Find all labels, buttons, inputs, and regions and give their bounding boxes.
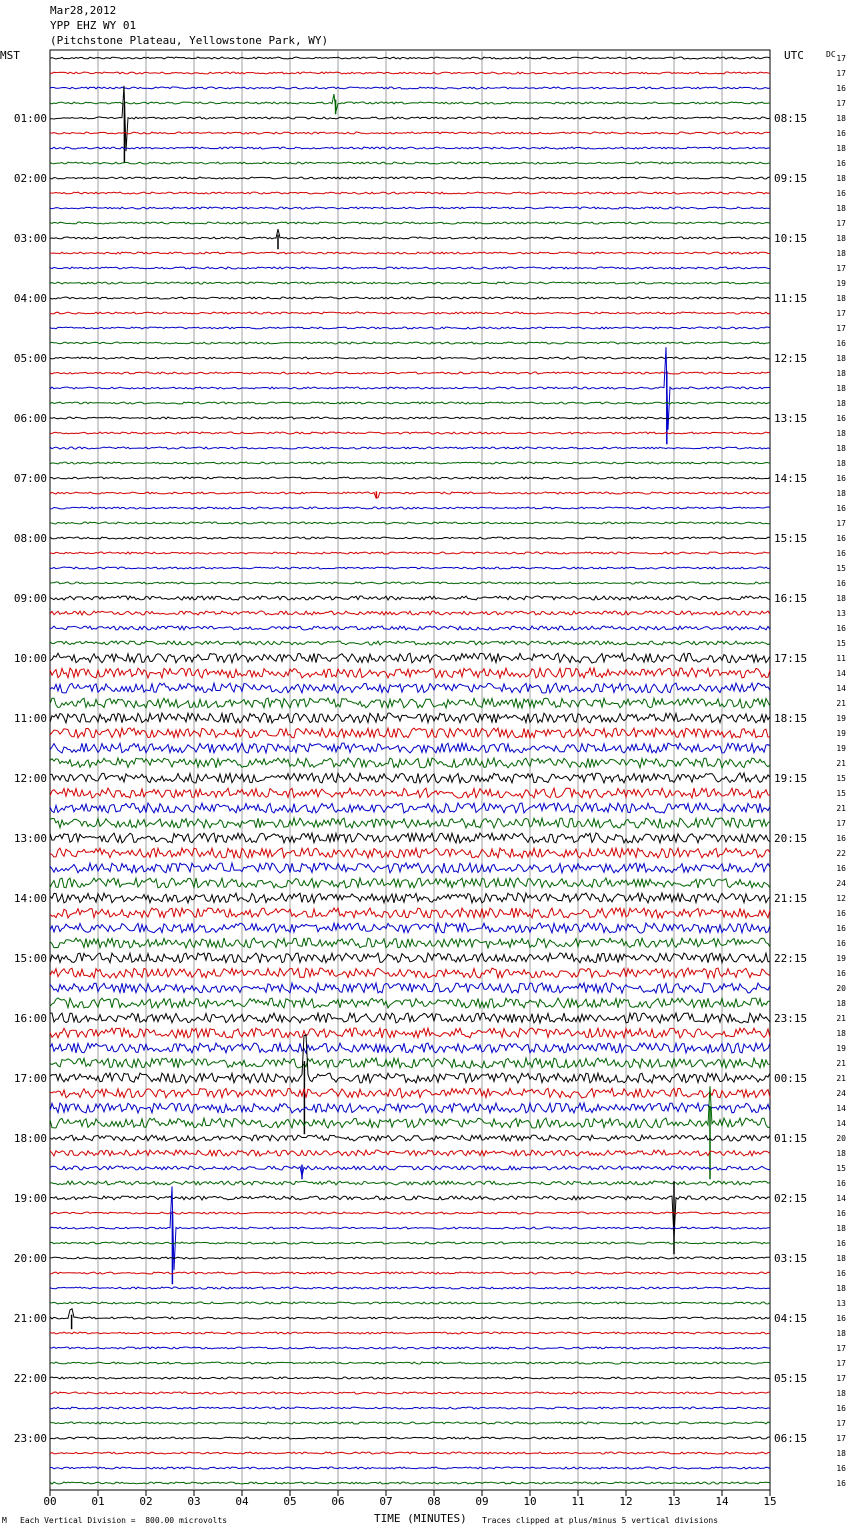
left-hour-label: 11:00	[13, 712, 47, 725]
dc-value: 18	[836, 384, 846, 393]
trace-row	[50, 1166, 770, 1176]
trace-row	[50, 327, 770, 329]
dc-value: 18	[836, 369, 846, 378]
trace-row	[50, 582, 770, 584]
trace-row	[50, 983, 770, 993]
x-tick-label: 02	[139, 1495, 153, 1508]
trace-row	[50, 683, 770, 693]
left-axis-label: MST	[0, 49, 20, 62]
trace-row	[50, 1043, 770, 1053]
dc-value: 18	[836, 144, 846, 153]
dc-value: 18	[836, 1224, 846, 1233]
trace-row	[50, 207, 770, 209]
dc-value: 19	[836, 714, 846, 723]
trace-row	[50, 1272, 770, 1274]
right-hour-label: 04:15	[774, 1312, 808, 1325]
trace-row	[50, 611, 770, 615]
dc-value: 16	[836, 414, 846, 423]
trace-row	[50, 1257, 770, 1259]
x-tick-label: 08	[427, 1495, 441, 1508]
trace-row	[50, 1422, 770, 1424]
x-axis-title: TIME (MINUTES)	[374, 1512, 467, 1525]
station-location: (Pitchstone Plateau, Yellowstone Park, WY)	[50, 34, 329, 47]
x-tick-label: 00	[43, 1495, 57, 1508]
right-hour-label: 20:15	[774, 832, 808, 845]
trace-row	[50, 72, 770, 74]
dc-value: 19	[836, 744, 846, 753]
dc-value: 18	[836, 1329, 846, 1338]
trace-row	[50, 1088, 770, 1098]
dc-value: 16	[836, 939, 846, 948]
right-hour-label: 05:15	[774, 1372, 808, 1385]
trace-row	[50, 743, 770, 753]
dc-value: 16	[836, 1239, 846, 1248]
dc-value: 18	[836, 354, 846, 363]
trace-row	[50, 507, 770, 509]
right-hour-label: 13:15	[774, 412, 808, 425]
left-hour-label: 20:00	[13, 1252, 47, 1265]
dc-value: 17	[836, 1359, 846, 1368]
trace-row	[50, 1332, 770, 1334]
trace-row	[50, 1013, 770, 1023]
dc-value: 17	[836, 819, 846, 828]
dc-value: 16	[836, 504, 846, 513]
trace-row	[50, 626, 770, 630]
trace-row	[50, 177, 770, 179]
trace-row	[50, 432, 770, 434]
right-hour-label: 09:15	[774, 172, 808, 185]
trace-row	[50, 402, 770, 404]
right-hour-label: 06:15	[774, 1432, 808, 1445]
left-hour-label: 06:00	[13, 412, 47, 425]
left-hour-label: 15:00	[13, 952, 47, 965]
dc-value: 21	[836, 1059, 846, 1068]
trace-row	[50, 372, 770, 374]
dc-value: 14	[836, 1104, 846, 1113]
trace-row	[50, 1181, 770, 1185]
right-hour-label: 00:15	[774, 1072, 808, 1085]
trace-row	[50, 641, 770, 645]
dc-value: 16	[836, 84, 846, 93]
right-hour-label: 17:15	[774, 652, 808, 665]
trace-row	[50, 297, 770, 299]
trace-row	[50, 773, 770, 783]
dc-value: 18	[836, 204, 846, 213]
dc-value: 17	[836, 69, 846, 78]
trace-row	[50, 567, 770, 569]
dc-value: 18	[836, 459, 846, 468]
dc-value: 21	[836, 1014, 846, 1023]
left-hour-label: 12:00	[13, 772, 47, 785]
trace-row	[50, 229, 770, 239]
trace-row	[50, 1058, 770, 1068]
dc-value: 17	[836, 1434, 846, 1443]
dc-value: 16	[836, 834, 846, 843]
trace-row	[50, 357, 770, 359]
left-hour-label: 19:00	[13, 1192, 47, 1205]
trace-row	[50, 803, 770, 813]
left-hour-label: 10:00	[13, 652, 47, 665]
trace-row	[50, 1377, 770, 1379]
trace-row	[50, 267, 770, 269]
trace-row	[50, 87, 770, 89]
dc-value: 15	[836, 1164, 846, 1173]
dc-value: 21	[836, 759, 846, 768]
left-hour-label: 08:00	[13, 532, 47, 545]
x-tick-label: 10	[523, 1495, 537, 1508]
trace-row	[50, 923, 770, 933]
dc-value: 17	[836, 54, 846, 63]
dc-value: 16	[836, 159, 846, 168]
trace-row	[50, 132, 770, 134]
trace-row	[50, 462, 770, 464]
dc-value: 18	[836, 1149, 846, 1158]
dc-value: 14	[836, 1119, 846, 1128]
x-tick-label: 14	[715, 1495, 729, 1508]
trace-row	[50, 1135, 770, 1141]
dc-value: 11	[836, 654, 846, 663]
trace-row	[50, 447, 770, 449]
trace-row	[50, 653, 770, 663]
trace-row	[50, 477, 770, 479]
trace-row	[50, 893, 770, 903]
trace-row	[50, 1242, 770, 1244]
trace-row	[50, 1302, 770, 1304]
dc-value: 16	[836, 1209, 846, 1218]
dc-value: 17	[836, 1374, 846, 1383]
left-hour-label: 18:00	[13, 1132, 47, 1145]
trace-row	[50, 1437, 770, 1439]
dc-value: 16	[836, 1314, 846, 1323]
dc-value: 16	[836, 339, 846, 348]
trace-row	[50, 1362, 770, 1364]
right-hour-label: 22:15	[774, 952, 808, 965]
trace-row	[50, 1452, 770, 1454]
trace-row	[50, 162, 770, 164]
trace-row	[50, 1150, 770, 1156]
plot-date: Mar28,2012	[50, 4, 117, 17]
dc-value: 15	[836, 774, 846, 783]
x-tick-label: 03	[187, 1495, 201, 1508]
dc-value: 17	[836, 324, 846, 333]
left-hour-label: 02:00	[13, 172, 47, 185]
trace-row	[50, 1392, 770, 1394]
trace-row	[50, 342, 770, 344]
left-hour-label: 04:00	[13, 292, 47, 305]
trace-row	[50, 938, 770, 948]
dc-value: 21	[836, 804, 846, 813]
trace-row	[50, 522, 770, 524]
right-hour-label: 11:15	[774, 292, 808, 305]
dc-value: 18	[836, 174, 846, 183]
dc-value: 17	[836, 309, 846, 318]
trace-row	[50, 698, 770, 708]
dc-value: 16	[836, 969, 846, 978]
trace-row	[50, 818, 770, 828]
dc-value: 14	[836, 684, 846, 693]
dc-value: 16	[836, 549, 846, 558]
dc-value: 18	[836, 594, 846, 603]
dc-value: 16	[836, 1179, 846, 1188]
dc-value: 18	[836, 249, 846, 258]
dc-value: 17	[836, 519, 846, 528]
trace-row	[50, 968, 770, 978]
left-hour-label: 09:00	[13, 592, 47, 605]
trace-row	[50, 788, 770, 798]
dc-value: 16	[836, 579, 846, 588]
dc-value: 22	[836, 849, 846, 858]
dc-value: 18	[836, 999, 846, 1008]
trace-row	[50, 596, 770, 600]
left-hour-label: 21:00	[13, 1312, 47, 1325]
dc-value: 19	[836, 1044, 846, 1053]
trace-row	[50, 728, 770, 738]
trace-row	[50, 1287, 770, 1289]
trace-row	[50, 1482, 770, 1484]
right-hour-label: 15:15	[774, 532, 808, 545]
dc-value: 24	[836, 1089, 846, 1098]
dc-value: 16	[836, 924, 846, 933]
right-hour-label: 14:15	[774, 472, 808, 485]
dc-value: 18	[836, 1284, 846, 1293]
trace-row	[50, 552, 770, 554]
trace-row	[50, 713, 770, 723]
dc-value: 17	[836, 219, 846, 228]
right-hour-label: 01:15	[774, 1132, 808, 1145]
trace-row	[50, 222, 770, 224]
dc-value: 18	[836, 1254, 846, 1263]
trace-row	[50, 86, 770, 151]
dc-value: 13	[836, 609, 846, 618]
dc-value: 19	[836, 279, 846, 288]
trace-row	[50, 192, 770, 194]
dc-value: 17	[836, 99, 846, 108]
right-hour-label: 23:15	[774, 1012, 808, 1025]
clip-note: Traces clipped at plus/minus 5 vertical divisions	[482, 1516, 719, 1525]
dc-value: 17	[836, 264, 846, 273]
trace-row	[50, 1212, 770, 1214]
dc-value: 18	[836, 234, 846, 243]
dc-label: DC	[826, 50, 836, 59]
dc-value: 18	[836, 294, 846, 303]
left-hour-label: 05:00	[13, 352, 47, 365]
left-hour-label: 23:00	[13, 1432, 47, 1445]
left-hour-label: 16:00	[13, 1012, 47, 1025]
dc-value: 18	[836, 444, 846, 453]
dc-value: 18	[836, 1449, 846, 1458]
dc-value: 17	[836, 1419, 846, 1428]
x-tick-label: 15	[763, 1495, 777, 1508]
right-hour-label: 03:15	[774, 1252, 808, 1265]
x-tick-label: 05	[283, 1495, 297, 1508]
trace-row	[50, 668, 770, 678]
trace-row	[50, 1103, 770, 1113]
dc-value: 16	[836, 909, 846, 918]
x-tick-label: 07	[379, 1495, 393, 1508]
trace-row	[50, 282, 770, 284]
dc-value: 20	[836, 984, 846, 993]
dc-value: 16	[836, 624, 846, 633]
x-tick-label: 04	[235, 1495, 249, 1508]
trace-row	[50, 537, 770, 539]
dc-value: 14	[836, 1194, 846, 1203]
trace-row	[50, 1347, 770, 1349]
scale-note: Each Vertical Division = 800.00 microvolts	[20, 1516, 228, 1525]
right-hour-label: 02:15	[774, 1192, 808, 1205]
dc-value: 16	[836, 129, 846, 138]
dc-value: 16	[836, 189, 846, 198]
trace-row	[50, 833, 770, 843]
trace-row	[50, 1196, 770, 1238]
dc-value: 13	[836, 1299, 846, 1308]
left-hour-label: 01:00	[13, 112, 47, 125]
dc-value: 14	[836, 669, 846, 678]
right-axis-label: UTC	[784, 49, 804, 62]
trace-row	[50, 1028, 770, 1038]
dc-value: 18	[836, 1029, 846, 1038]
station-code: YPP EHZ WY 01	[50, 19, 137, 32]
right-hour-label: 19:15	[774, 772, 808, 785]
dc-value: 16	[836, 534, 846, 543]
trace-row	[50, 252, 770, 254]
trace-row	[50, 94, 770, 111]
left-hour-label: 13:00	[13, 832, 47, 845]
trace-row	[50, 57, 770, 59]
dc-value: 17	[836, 1344, 846, 1353]
trace-row	[50, 908, 770, 918]
x-tick-label: 09	[475, 1495, 489, 1508]
trace-row	[50, 953, 770, 963]
dc-value: 16	[836, 1269, 846, 1278]
trace-row	[50, 312, 770, 314]
trace-row	[50, 758, 770, 768]
left-hour-label: 03:00	[13, 232, 47, 245]
right-hour-label: 21:15	[774, 892, 808, 905]
trace-row	[50, 998, 770, 1008]
dc-value: 16	[836, 1404, 846, 1413]
dc-value: 15	[836, 639, 846, 648]
trace-row	[50, 863, 770, 873]
dc-value: 15	[836, 564, 846, 573]
right-hour-label: 08:15	[774, 112, 808, 125]
left-hour-label: 17:00	[13, 1072, 47, 1085]
trace-row	[50, 878, 770, 888]
dc-value: 24	[836, 879, 846, 888]
dc-value: 21	[836, 1074, 846, 1083]
trace-row	[50, 1467, 770, 1469]
left-hour-label: 14:00	[13, 892, 47, 905]
x-tick-label: 12	[619, 1495, 633, 1508]
dc-value: 21	[836, 699, 846, 708]
dc-value: 16	[836, 1464, 846, 1473]
dc-value: 18	[836, 429, 846, 438]
trace-row	[50, 492, 770, 498]
trace-row	[50, 1407, 770, 1409]
x-tick-label: 06	[331, 1495, 345, 1508]
right-hour-label: 18:15	[774, 712, 808, 725]
dc-value: 16	[836, 864, 846, 873]
left-hour-label: 07:00	[13, 472, 47, 485]
trace-row	[50, 147, 770, 149]
dc-value: 20	[836, 1134, 846, 1143]
x-tick-label: 13	[667, 1495, 681, 1508]
dc-value: 12	[836, 894, 846, 903]
right-hour-label: 10:15	[774, 232, 808, 245]
dc-value: 18	[836, 399, 846, 408]
trace-row	[50, 1309, 770, 1319]
dc-value: 18	[836, 1389, 846, 1398]
dc-value: 18	[836, 489, 846, 498]
left-hour-label: 22:00	[13, 1372, 47, 1385]
dc-value: 19	[836, 729, 846, 738]
right-hour-label: 12:15	[774, 352, 808, 365]
x-tick-label: 11	[571, 1495, 585, 1508]
x-tick-label: 01	[91, 1495, 105, 1508]
trace-row	[50, 417, 770, 419]
dc-value: 18	[836, 114, 846, 123]
dc-value: 16	[836, 474, 846, 483]
trace-row	[50, 848, 770, 858]
dc-value: 16	[836, 1479, 846, 1488]
corner-mark: M	[2, 1516, 7, 1525]
right-hour-label: 16:15	[774, 592, 808, 605]
dc-value: 19	[836, 954, 846, 963]
dc-value: 15	[836, 789, 846, 798]
